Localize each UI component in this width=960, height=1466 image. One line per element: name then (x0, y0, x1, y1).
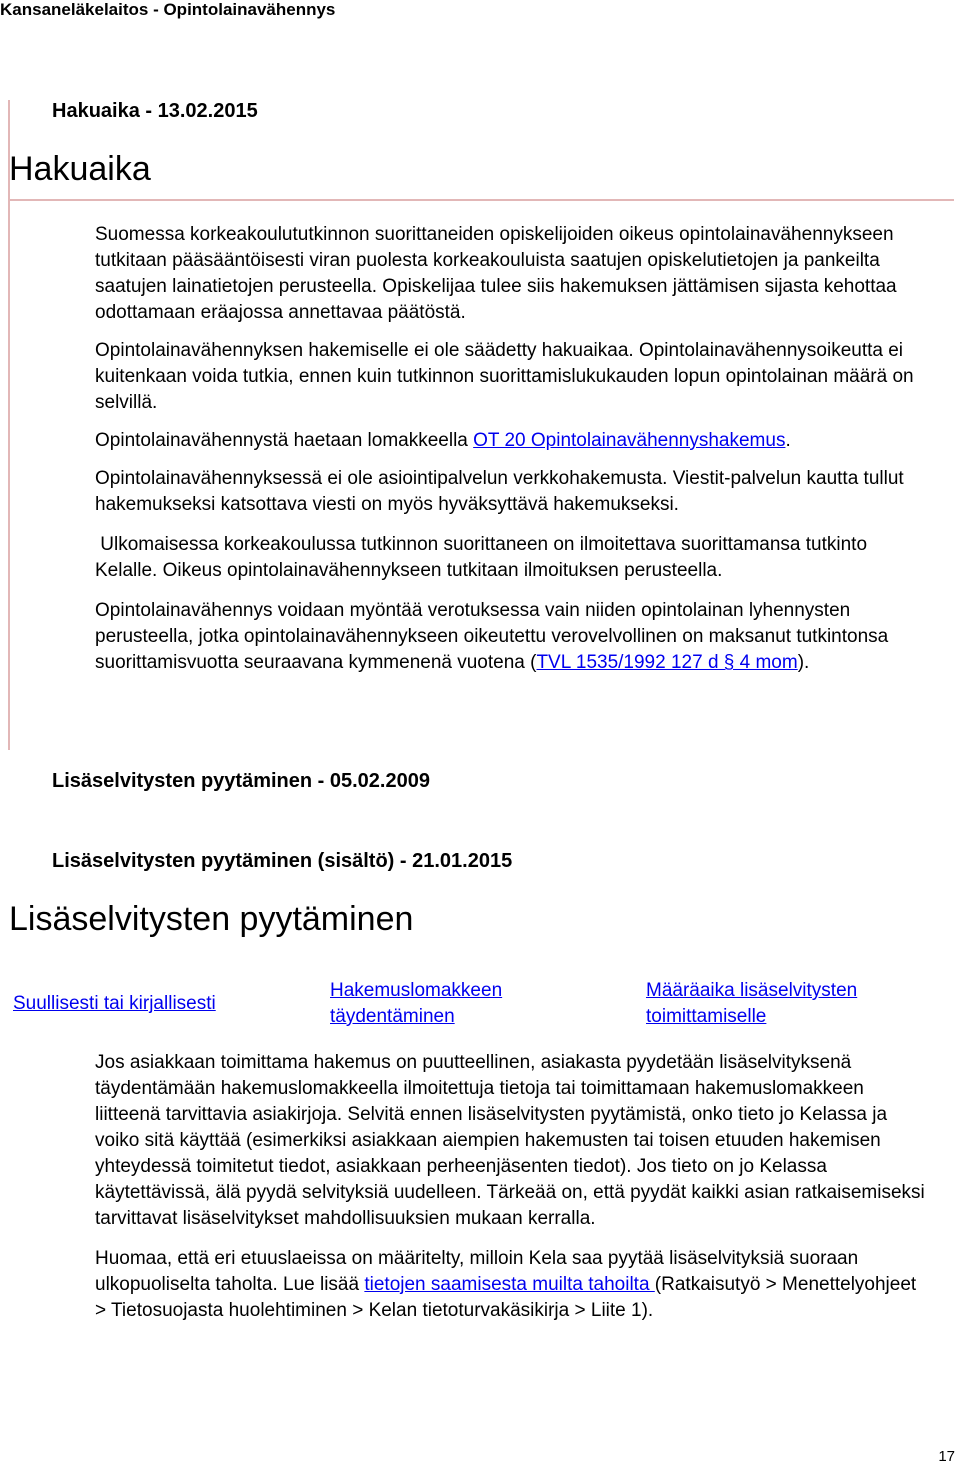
section-body (95, 222, 925, 676)
link-tietojen-saamisesta[interactable]: tietojen saamisesta muilta tahoilta (364, 1274, 655, 1295)
section-subheading: Lisäselvitysten pyytäminen - 05.02.2009 (52, 770, 430, 792)
page-number: 17 (938, 1448, 955, 1465)
paragraph: Opintolainavähennys voidaan myöntää verotuksessa vain niiden opintolainan lyhennysten perusteella, jotka opintolainavähennykseen oikeutettu verovelvollinen on maksanut tutkintonsa suorittamisvuotta seuraavana kymmenenä vuotena (TVL 1535/1992 127 d § 4 mom). (95, 600, 889, 673)
paragraph: Opintolainavähennystä haetaan lomakkeella OT 20 Opintolainavähennyshakemus. (95, 430, 791, 451)
link-suullisesti[interactable] (13, 991, 273, 1017)
link-hakemuslomake[interactable] (330, 978, 550, 1030)
paragraph: Opintolainavähennyksen hakemiselle ei ole säädetty hakuaikaa. Opintolainavähennysoikeutta ei kuitenkaan voida tutkia, ennen kuin tutkinnon suorittamislukukauden lopun opintolainan määrä on selvillä. (95, 340, 914, 413)
link-maaraaika[interactable] (646, 978, 906, 1030)
section-title: Lisäselvitysten pyytäminen (9, 900, 414, 938)
paragraph: Jos asiakkaan toimittama hakemus on puutteellinen, asiakasta pyydetään lisäselvityksenä täydentämään hakemuslomakkeella ilmoitettuja tietoja tai toimittamaan hakemuslomakkeen liitteenä tarvittavia asiakirjoja. Selvitä ennen lisäselvitysten pyytämistä, onko tieto jo Kelassa ja voiko sitä käyttää (esimerkiksi asiakkaan aiempien hakemusten tai toisen etuuden hakemisen yhteydessä toimitetut tiedot, asiakkaan perheenjäsenten tiedot). Jos tieto on jo Kelassa käytettävissä, älä pyydä selvityksiä uudelleen. Tärkeää on, että pyydät kaikki asian ratkaisemiseksi tarvittavat lisäselvitykset mahdollisuuksien mukaan kerralla. (95, 1052, 925, 1229)
paragraph: Opintolainavähennyksessä ei ole asiointipalvelun verkkohakemusta. Viestit-palvelun kautta tullut hakemukseksi katsottava viesti on myös hyväksyttävä hakemukseksi. (95, 468, 904, 515)
link-text[interactable]: Hakemuslomakkeen täydentäminen (330, 980, 503, 1027)
section-border-top (9, 199, 954, 201)
paragraph: Ulkomaisessa korkeakoulussa tutkinnon suorittaneen on ilmoitettava suorittamansa tutkinto Kelalle. Oikeus opintolainavähennykseen tutkitaan ilmoituksen perusteella. (95, 534, 873, 581)
section-body (95, 1050, 925, 1324)
page-header-title: Kansaneläkelaitos - Opintolainavähennys (0, 0, 336, 19)
paragraph: Huomaa, että eri etuuslaeissa on määritelty, milloin Kela saa pyytää lisäselvityksiä suoraan ulkopuoliselta taholta. Lue lisää tietojen saamisesta muilta tahoilta (Ratkaisutyö > Menettelyohjeet > Tietosuojasta huolehtiminen > Kelan tietoturvakäsikirja > Liite 1). (95, 1248, 917, 1321)
section-subheading: Lisäselvitysten pyytäminen (sisältö) - 21.01.2015 (52, 850, 513, 872)
link-text[interactable]: Määräaika lisäselvitysten toimittamiselle (646, 980, 858, 1027)
law-link-tvl[interactable]: TVL 1535/1992 127 d § 4 mom (536, 652, 798, 673)
section-subheading: Hakuaika - 13.02.2015 (52, 100, 258, 122)
section-border-left (8, 100, 10, 750)
paragraph: Suomessa korkeakoulututkinnon suorittaneiden opiskelijoiden oikeus opintolainavähennykseen tutkitaan pääsääntöisesti viran puolesta korkeakouluista saatujen opiskelutietojen ja pankeilta saatujen lainatietojen perusteella. Opiskelijaa tulee siis hakemuksen jättämisen sijasta kehottaa odottamaan eräajossa annettavaa päätöstä. (95, 224, 897, 323)
section-title: Hakuaika (9, 150, 151, 188)
link-text[interactable]: Suullisesti tai kirjallisesti (13, 993, 216, 1014)
form-link-ot20[interactable]: OT 20 Opintolainavähennyshakemus (473, 430, 786, 451)
